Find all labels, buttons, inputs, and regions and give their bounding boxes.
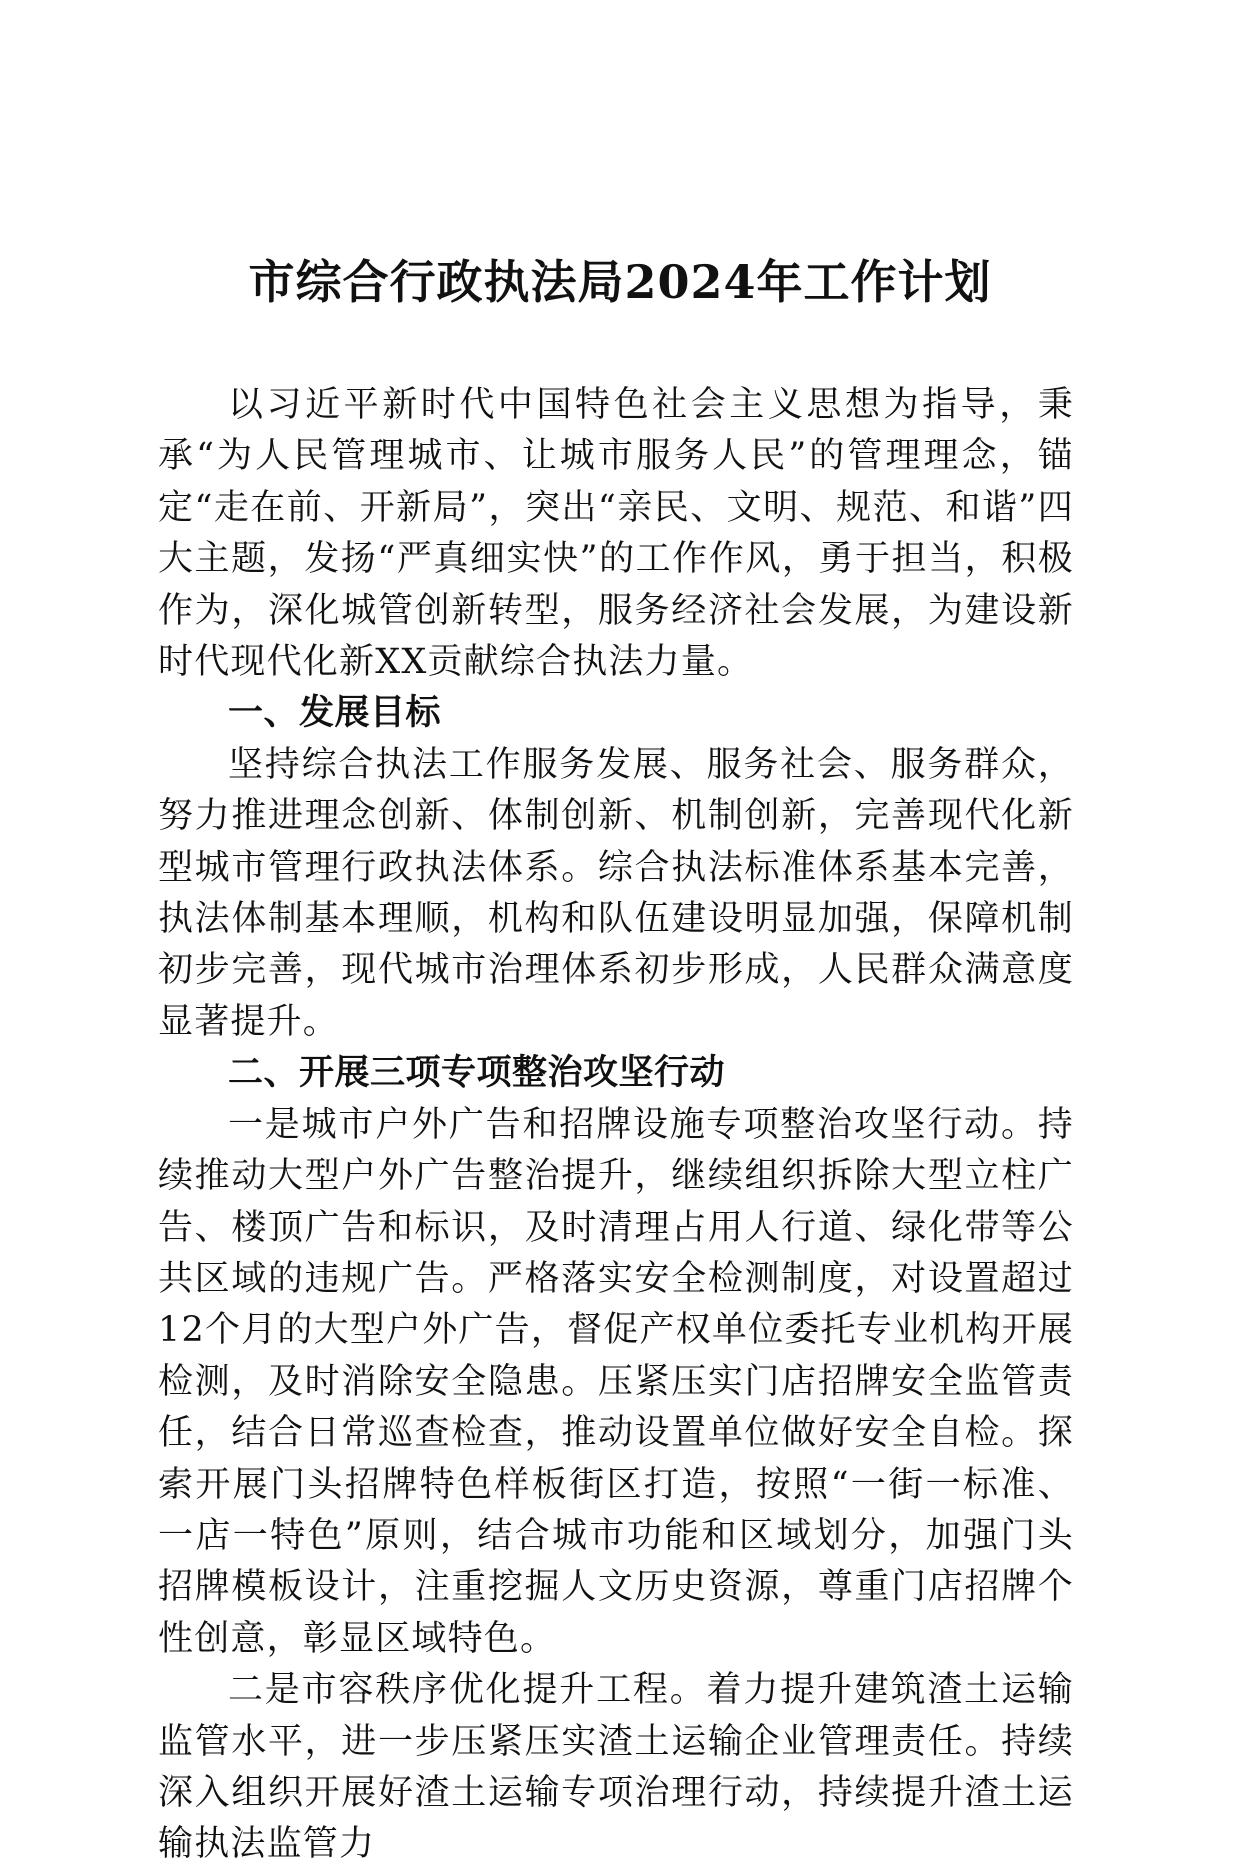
intro-paragraph: 以习近平新时代中国特色社会主义思想为指导，秉承“为人民管理城市、让城市服务人民”的管理理念，锚定“走在前、开新局”，突出“亲民、文明、规范、和谐”四大主题，发扬“严真细实快”的工作作风，勇于担当，积极作为，深化城管创新转型，服务经济社会发展，为建设新时代现代化新XX贡献综合执法力量。 [158,385,1074,683]
document-body [158,380,1074,1871]
section-heading-goals: 一、发展目标 [228,693,442,734]
action-paragraph-1: 一是城市户外广告和招牌设施专项整治攻坚行动。持续推动大型户外广告整治提升，继续组织拆除大型立柱广告、楼顶广告和标识，及时清理占用人行道、绿化带等公共区域的违规广告。严格落实安全检测制度，对设置超过12个月的大型户外广告，督促产权单位委托专业机构开展检测，及时消除安全隐患。压紧压实门店招牌安全监管责任，结合日常巡查检查，推动设置单位做好安全自检。探索开展门头招牌特色样板街区打造，按照“一街一标准、一店一特色”原则，结合城市功能和区域划分，加强门头招牌模板设计，注重挖掘人文历史资源，尊重门店招牌个性创意，彰显区域特色。 [158,1104,1074,1659]
action-paragraph-2: 二是市容秩序优化提升工程。着力提升建筑渣土运输监管水平，进一步压紧压实渣土运输企业管理责任。持续深入组织开展好渣土运输专项治理行动，持续提升渣土运输执法监管力 [158,1670,1074,1865]
document-title: 市综合行政执法局2024年工作计划 [248,255,992,309]
goals-paragraph: 坚持综合执法工作服务发展、服务社会、服务群众，努力推进理念创新、体制创新、机制创新，完善现代化新型城市管理行政执法体系。综合执法标准体系基本完善，执法体制基本理顺，机构和队伍建设明显加强，保障机制初步完善，现代城市治理体系初步形成，人民群众满意度显著提升。 [158,744,1074,1042]
section-heading-actions: 二、开展三项专项整治攻坚行动 [228,1053,726,1094]
